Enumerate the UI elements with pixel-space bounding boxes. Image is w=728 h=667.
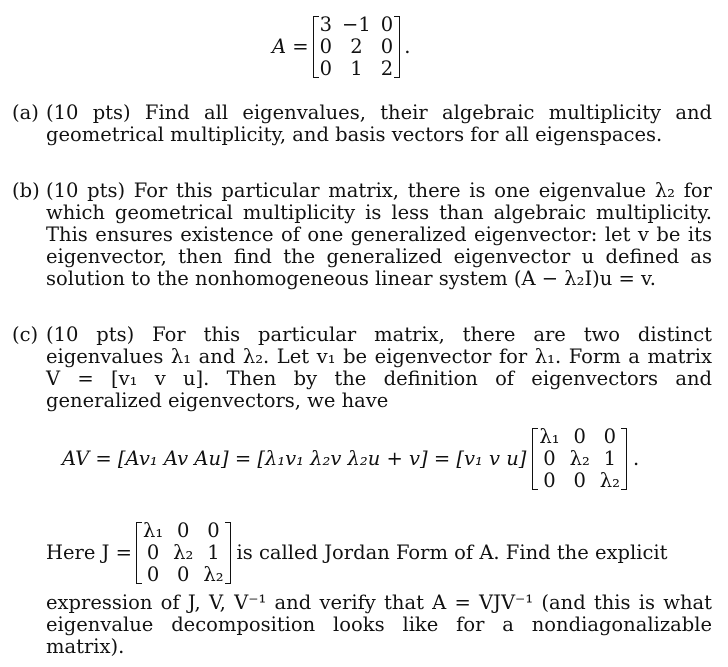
matrix-a-cell: 1 <box>350 57 363 80</box>
jordan-definition <box>46 520 667 586</box>
av-equation-lhs: AV = [Av₁ Av Au] = [λ₁v₁ λ₂v λ₂u + v] = [v₁ v u] <box>62 447 527 470</box>
matrix-a-cell: 2 <box>380 57 394 80</box>
jordan-definition-suffix: is called Jordan Form of A. Find the explicit <box>236 541 668 564</box>
matrix-a-lhs: A = <box>272 35 309 58</box>
part-b <box>12 180 712 290</box>
matrix-a-cell: 0 <box>319 35 333 58</box>
jordan-cell: 1 <box>603 447 617 470</box>
part-c-text: (10 pts) For this particular matrix, there are two distinct eigenvalues λ₁ and λ₂. Let v₁ be eigenvector for λ₁. Form a matrix V = [v₁ v u]. Then by the definition of eigenvectors and generalized eigenvectors, we have <box>46 323 712 412</box>
part-c-label: (c) <box>12 323 39 346</box>
jordan-definition-prefix: Here J = <box>46 541 132 564</box>
matrix-a-cell: 0 <box>380 13 394 36</box>
matrix-a-cell: 3 <box>319 13 333 36</box>
jordan-cell: 0 <box>573 469 586 492</box>
part-c-closing: expression of J, V, V⁻¹ and verify that A = VJV⁻¹ (and this is what eigenvalue decomposition looks like for a nondiagonalizable matrix). <box>46 591 712 658</box>
matrix-a-cell: 0 <box>380 35 394 58</box>
part-b-text: (10 pts) For this particular matrix, there is one eigenvalue λ₂ for which geometrical multiplicity is less than algebraic multiplicity. This ensures existence of one generalized eigenvector: let v be its eigenvector, then find the generalized eigenvector u defined as solution to the nonhomogeneous linear system (A − λ₂I)u = v. <box>46 179 712 290</box>
jordan-cell: 0 <box>177 563 190 586</box>
jordan-cell: 0 <box>603 425 617 448</box>
part-a-label: (a) <box>12 101 39 124</box>
matrix-a-cell: 2 <box>350 35 363 58</box>
jordan-cell: 0 <box>146 541 160 564</box>
jordan-cell: 0 <box>207 519 220 542</box>
av-equation <box>62 426 639 492</box>
jordan-cell: 1 <box>207 541 220 564</box>
jordan-cell: 0 <box>146 563 160 586</box>
jordan-cell: λ₂ <box>173 541 194 564</box>
jordan-cell: λ₁ <box>142 519 164 542</box>
matrix-a-cell: −1 <box>342 13 371 36</box>
av-equation-period: . <box>632 447 640 470</box>
part-a-text: (10 pts) Find all eigenvalues, their algebraic multiplicity and geometrical multiplicity, and basis vectors for all eigenspaces. <box>46 101 712 146</box>
jordan-cell: 0 <box>573 425 586 448</box>
jordan-cell: λ₂ <box>599 469 620 492</box>
jordan-cell: λ₂ <box>569 447 590 470</box>
part-c <box>12 324 712 412</box>
jordan-cell: λ₁ <box>539 425 560 448</box>
jordan-cell: λ₂ <box>203 563 224 586</box>
part-b-label: (b) <box>12 179 40 202</box>
jordan-cell: 0 <box>177 519 190 542</box>
part-a <box>12 102 712 146</box>
jordan-cell: 0 <box>543 447 556 470</box>
jordan-matrix-inline <box>138 520 229 586</box>
jordan-cell: 0 <box>543 469 556 492</box>
matrix-a-cell: 0 <box>319 57 333 80</box>
matrix-a-period: . <box>404 35 411 58</box>
jordan-matrix <box>534 426 625 492</box>
matrix-a <box>315 14 399 80</box>
matrix-a-display <box>272 14 410 80</box>
